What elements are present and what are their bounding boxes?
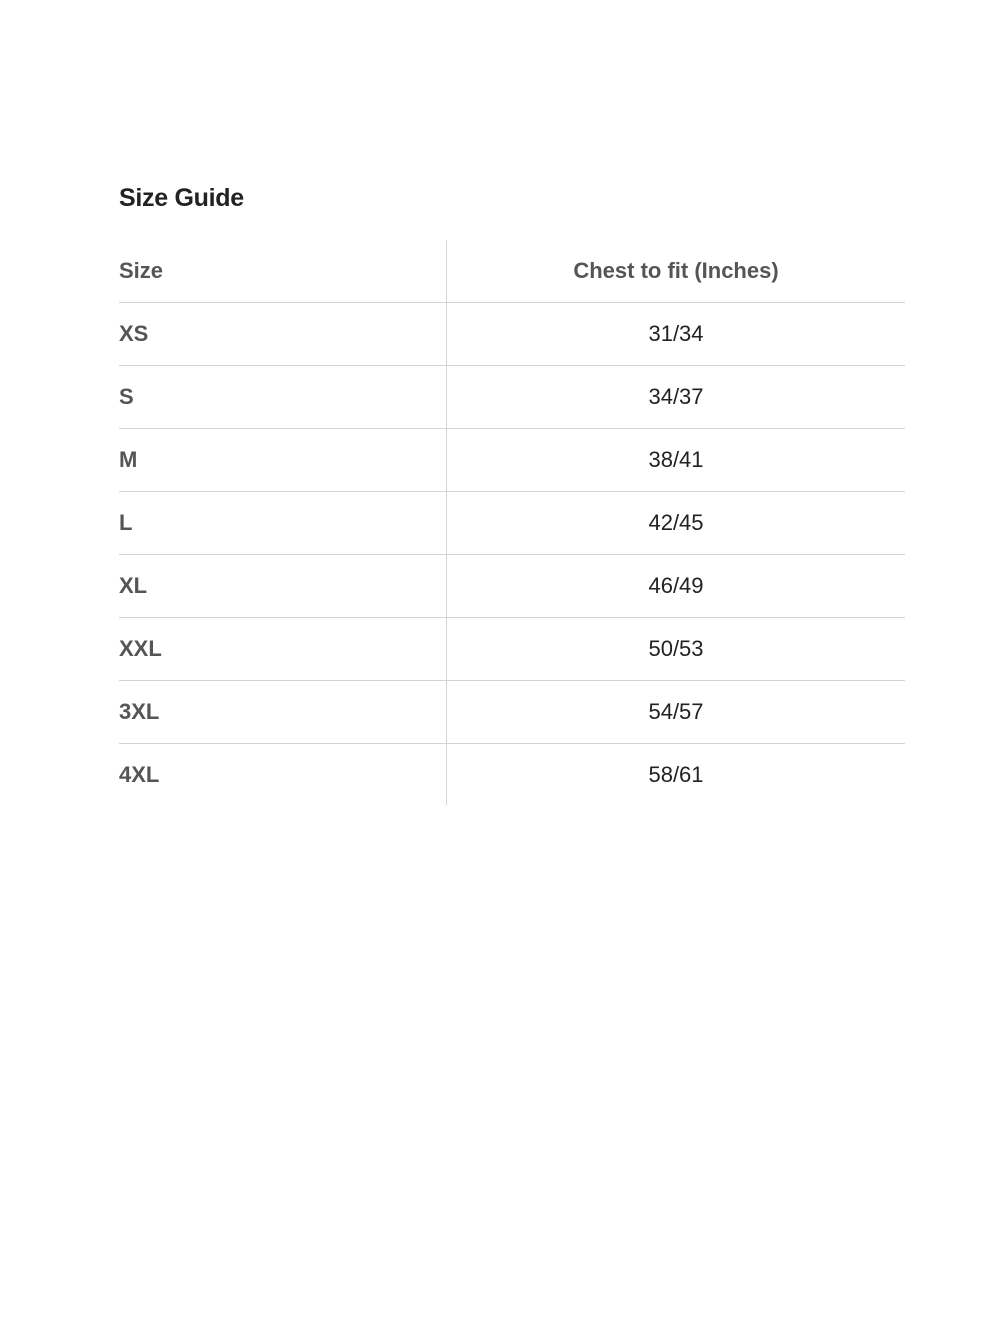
table-row	[119, 618, 905, 681]
table-row	[119, 555, 905, 618]
column-header-chest: Chest to fit (Inches)	[447, 240, 906, 303]
table-row	[119, 303, 905, 366]
chest-measurement: 38/41	[447, 429, 906, 492]
table-body	[119, 303, 905, 806]
size-label: S	[119, 366, 447, 429]
size-label: XXL	[119, 618, 447, 681]
chest-measurement: 31/34	[447, 303, 906, 366]
table-row	[119, 492, 905, 555]
table-header	[119, 240, 905, 303]
size-label: XS	[119, 303, 447, 366]
size-label: L	[119, 492, 447, 555]
table-row	[119, 429, 905, 492]
size-label: XL	[119, 555, 447, 618]
size-guide-table	[119, 240, 905, 805]
size-label: 3XL	[119, 681, 447, 744]
size-label: 4XL	[119, 744, 447, 806]
header-row	[119, 240, 905, 303]
column-header-size: Size	[119, 240, 447, 303]
chest-measurement: 50/53	[447, 618, 906, 681]
table-row	[119, 744, 905, 806]
chest-measurement: 42/45	[447, 492, 906, 555]
chest-measurement: 46/49	[447, 555, 906, 618]
chest-measurement: 34/37	[447, 366, 906, 429]
chest-measurement: 58/61	[648, 761, 704, 787]
chest-measurement: 54/57	[447, 681, 906, 744]
table-row	[119, 366, 905, 429]
size-label: M	[119, 429, 447, 492]
page-title: Size Guide	[119, 184, 244, 212]
table-row	[119, 681, 905, 744]
